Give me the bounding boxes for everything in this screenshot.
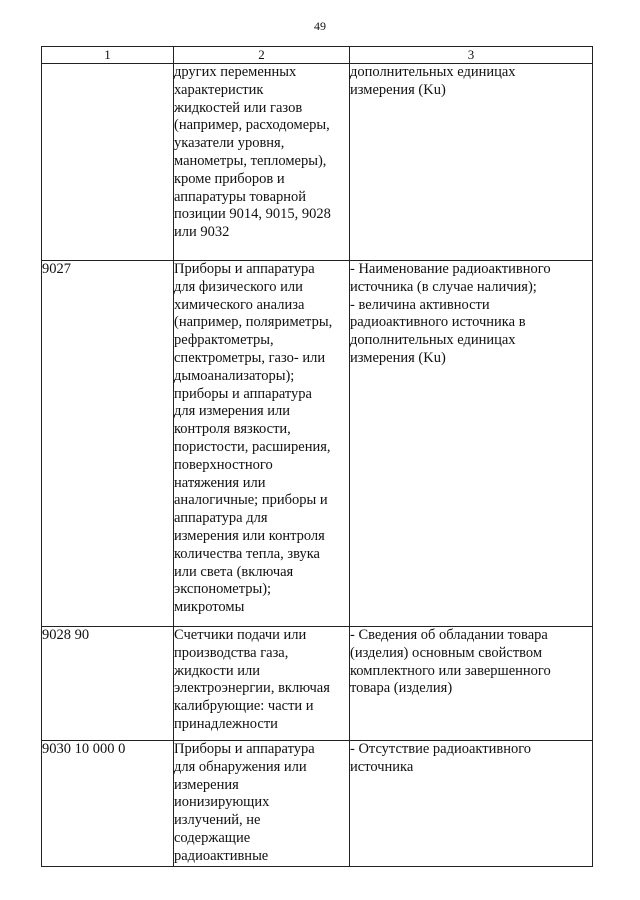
description-line: пористости, расширения,: [174, 438, 331, 455]
description-line: приборы и аппаратура: [174, 385, 312, 402]
requirements-line: измерения (Ku): [350, 349, 446, 366]
cell-requirements: [350, 741, 593, 867]
description-line: электроэнергии, включая: [174, 680, 330, 697]
description-line: характеристик: [174, 81, 264, 98]
description-line: ионизирующих: [174, 794, 270, 811]
requirements-line: (изделия) основным свойством: [350, 644, 543, 661]
requirements-line: измерения (Ku): [350, 81, 446, 98]
column-header-3: 3: [350, 47, 593, 64]
cell-description: [174, 64, 350, 261]
description-line: или света (включая: [174, 563, 294, 580]
cell-requirements: [350, 627, 593, 741]
description-line: для измерения или: [174, 403, 291, 420]
description-line: манометры, тепломеры),: [174, 152, 327, 169]
description-line: указатели уровня,: [174, 135, 285, 152]
description-line: принадлежности: [174, 715, 278, 732]
table-row: [42, 64, 593, 261]
description-line: кроме приборов и: [174, 170, 285, 187]
table-row: [42, 261, 593, 627]
cell-description: [174, 741, 350, 867]
requirements-line: дополнительных единицах: [350, 332, 516, 349]
requirements-line: радиоактивного источника в: [350, 314, 526, 331]
description-line: (например, поляриметры,: [174, 314, 333, 331]
description-line: поверхностного: [174, 456, 273, 473]
cell-code: [42, 261, 174, 627]
table-row: [42, 627, 593, 741]
description-line: или 9032: [174, 224, 230, 241]
description-line: экспонометры);: [174, 581, 272, 598]
requirements-line: источника: [350, 758, 414, 775]
cell-code: [42, 741, 174, 867]
description-line: (например, расходомеры,: [174, 117, 330, 134]
cell-code: [42, 627, 174, 741]
description-line: химического анализа: [174, 296, 305, 313]
description-line: аппаратуры товарной: [174, 188, 307, 205]
description-line: позиции 9014, 9015, 9028: [174, 206, 331, 223]
description-line: содержащие: [174, 829, 251, 846]
cell-description: [174, 627, 350, 741]
description-line: микротомы: [174, 599, 245, 616]
cell-description: [174, 261, 350, 627]
description-line: аппаратура для: [174, 510, 268, 527]
column-header-1: 1: [42, 47, 174, 64]
description-line: для физического или: [174, 278, 303, 295]
requirements-line: - Сведения об обладании товара: [350, 627, 548, 643]
description-line: жидкостей или газов: [174, 99, 303, 116]
description-line: контроля вязкости,: [174, 421, 291, 438]
description-line: измерения или контроля: [174, 527, 325, 544]
description-line: количества тепла, звука: [174, 545, 320, 562]
description-line: Приборы и аппаратура: [174, 261, 315, 277]
header-row: [42, 47, 593, 64]
description-line: аналогичные; приборы и: [174, 492, 328, 509]
description-line: измерения: [174, 776, 239, 793]
description-line: Счетчики подачи или: [174, 627, 307, 643]
requirements-line: - Наименование радиоактивного: [350, 261, 551, 277]
column-header-2: 2: [174, 47, 350, 64]
code-text: 9028 90: [42, 627, 90, 643]
description-line: калибрующие: части и: [174, 698, 314, 715]
requirements-line: источника (в случае наличия);: [350, 278, 537, 295]
goods-table: [41, 46, 593, 867]
page-number: 49: [314, 19, 326, 33]
description-line: Приборы и аппаратура: [174, 741, 315, 757]
cell-requirements: [350, 261, 593, 627]
description-line: спектрометры, газо- или: [174, 349, 326, 366]
requirements-line: дополнительных единицах: [350, 64, 516, 80]
description-line: дымоанализаторы);: [174, 367, 295, 384]
cell-code: [42, 64, 174, 261]
code-text: 9027: [42, 261, 71, 277]
description-line: радиоактивные: [174, 847, 269, 864]
cell-requirements: [350, 64, 593, 261]
table-row: [42, 741, 593, 867]
description-line: производства газа,: [174, 644, 289, 661]
description-line: излучений, не: [174, 812, 261, 829]
description-line: для обнаружения или: [174, 758, 307, 775]
code-text: 9030 10 000 0: [42, 741, 126, 757]
description-line: рефрактометры,: [174, 332, 274, 349]
requirements-line: товара (изделия): [350, 680, 453, 697]
description-line: натяжения или: [174, 474, 266, 491]
requirements-line: - Отсутствие радиоактивного: [350, 741, 532, 757]
description-line: жидкости или: [174, 662, 260, 679]
requirements-line: - величина активности: [350, 296, 490, 313]
requirements-line: комплектного или завершенного: [350, 662, 551, 679]
description-line: других переменных: [174, 64, 297, 80]
